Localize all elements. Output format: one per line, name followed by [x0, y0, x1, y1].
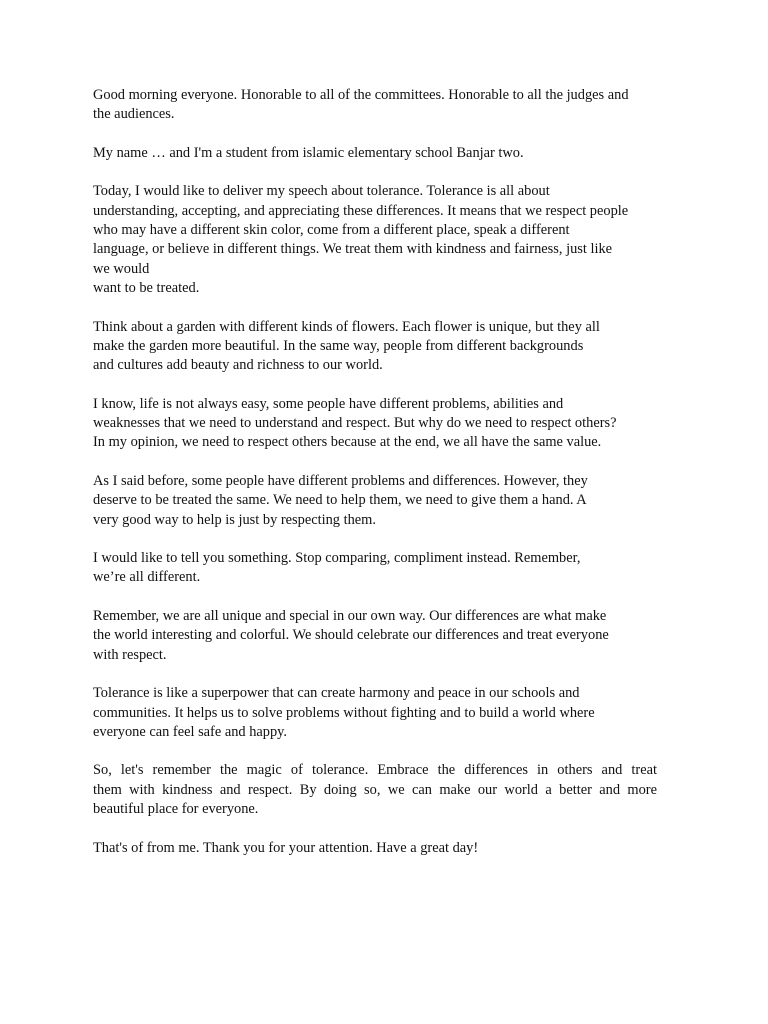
text-line: everyone can feel safe and happy.: [93, 723, 288, 740]
text-line: beautiful place for everyone.: [93, 800, 259, 817]
text-line: Today, I would like to deliver my speech about tolerance. Tolerance is all about: [93, 183, 550, 200]
text-line: we’re all different.: [93, 569, 201, 586]
paragraph-life: [93, 395, 683, 453]
text-line: we would: [93, 260, 150, 277]
paragraph-tolerance-definition: [93, 182, 683, 298]
paragraph-compliment: [93, 549, 683, 588]
paragraph-introduction: [93, 144, 683, 163]
paragraph-magic: [93, 761, 683, 819]
text-line: Good morning everyone. Honorable to all of the committees. Honorable to all the judges and: [93, 87, 629, 103]
text-line: Remember, we are all unique and special in our own way. Our differences are what make: [93, 608, 607, 625]
text-line: So, let's remember the magic of tolerance. Embrace the differences in others and treat: [93, 762, 657, 779]
text-line: who may have a different skin color, come from a different place, speak a different: [93, 222, 570, 239]
paragraph-unique: [93, 607, 683, 665]
text-line: communities. It helps us to solve problems without fighting and to build a world where: [93, 704, 595, 721]
text-line: the audiences.: [93, 106, 175, 123]
text-line: and cultures add beauty and richness to our world.: [93, 357, 383, 374]
text-line: very good way to help is just by respecting them.: [93, 511, 376, 528]
paragraph-superpower: [93, 684, 683, 742]
text-line: As I said before, some people have different problems and differences. However, they: [93, 472, 588, 489]
paragraph-closing: [93, 839, 683, 858]
text-line: deserve to be treated the same. We need to help them, we need to give them a hand. A: [93, 492, 587, 509]
text-line: In my opinion, we need to respect others because at the end, we all have the same value.: [93, 434, 602, 451]
text-line: weaknesses that we need to understand and respect. But why do we need to respect others?: [93, 415, 617, 432]
text-line: My name … and I'm a student from islamic elementary school Banjar two.: [93, 144, 524, 161]
paragraph-help: [93, 472, 683, 530]
text-line: the world interesting and colorful. We should celebrate our differences and treat everyone: [93, 627, 609, 644]
text-line: Tolerance is like a superpower that can create harmony and peace in our schools and: [93, 685, 580, 702]
paragraph-greeting: [93, 86, 683, 125]
text-line: language, or believe in different things. We treat them with kindness and fairness, just like: [93, 241, 613, 258]
text-line: That's of from me. Thank you for your attention. Have a great day!: [93, 839, 479, 856]
text-line: want to be treated.: [93, 279, 200, 296]
text-line: with respect.: [93, 646, 167, 663]
text-line: I would like to tell you something. Stop comparing, compliment instead. Remember,: [93, 550, 581, 567]
text-line: Think about a garden with different kinds of flowers. Each flower is unique, but they all: [93, 318, 600, 335]
text-line: understanding, accepting, and appreciating these differences. It means that we respect people: [93, 202, 629, 219]
text-line: I know, life is not always easy, some people have different problems, abilities and: [93, 395, 564, 412]
text-line: make the garden more beautiful. In the same way, people from different backgrounds: [93, 337, 584, 354]
document-page: [93, 86, 683, 877]
paragraph-garden: [93, 318, 683, 376]
text-line: them with kindness and respect. By doing so, we can make our world a better and more: [93, 781, 657, 798]
